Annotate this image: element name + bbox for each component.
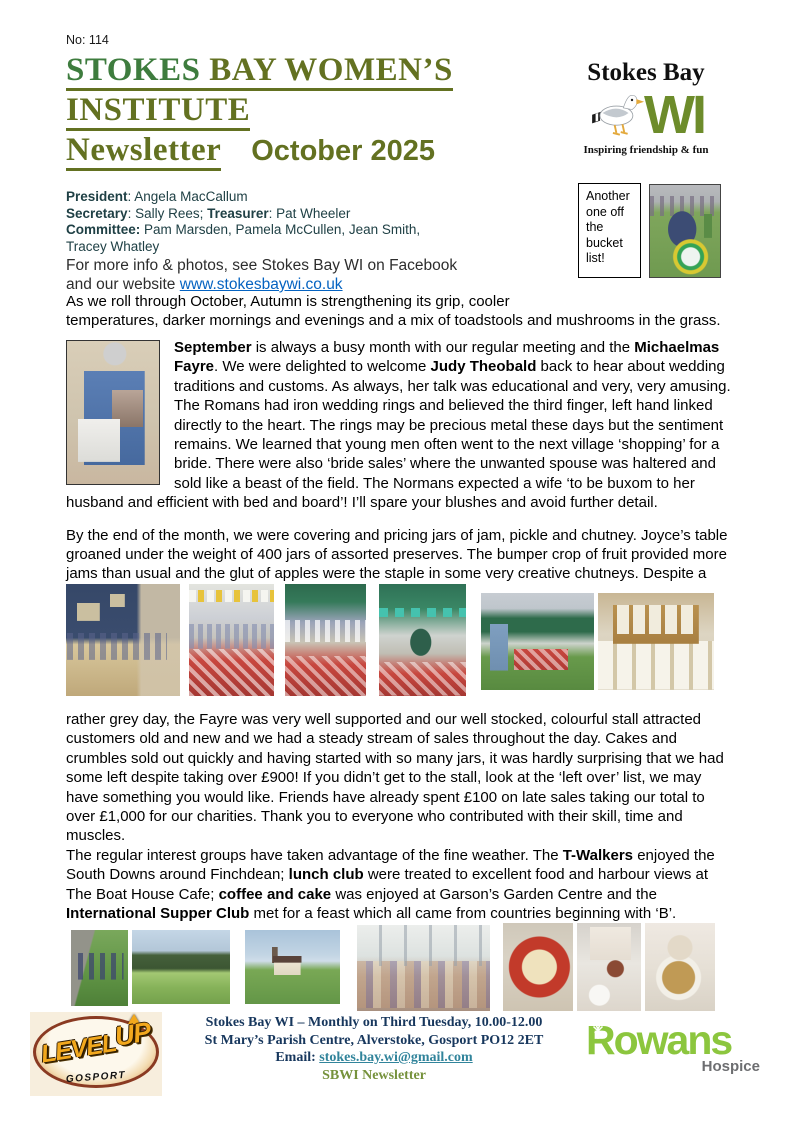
title-line-2 xyxy=(66,90,453,130)
footer-venue-line: St Mary’s Parish Centre, Alverstoke, Gosport PO12 2ET xyxy=(204,1032,544,1048)
groups-photo-4 xyxy=(357,925,490,1011)
groups-photo-2 xyxy=(132,930,230,1004)
september-paragraph: September is always a busy month with our regular meeting and the Michaelmas Fayre. We were delighted to welcome Judy Theobald back to hear about wedding traditions and customs. As always, her talk was educational and very, very amusing. The Romans had iron wedding rings and believed the third finger, left hand linked directly to the heart. The rings may be precious metal these days but the sentiment remains. We learned that young men often went to the next village ‘shopping’ for a bride. There were also ‘bride sales’ where the unwanted spouse was haltered and sold like a beast of the field. The Normans expected a wife ‘to be buxom to her husband and efficient with bed and board’! I’ll spare your blushes and avoid further detail. xyxy=(66,339,731,512)
title-line-1 xyxy=(66,50,453,90)
bucket-drumming-photo xyxy=(649,184,721,278)
issue-number: No: 114 xyxy=(66,33,109,47)
title-line-3 xyxy=(66,130,453,171)
groups-photo-7 xyxy=(645,923,715,1011)
level-up-gosport-text: GOSPORT xyxy=(65,1069,127,1086)
logo-wi-letters: WI xyxy=(644,85,704,145)
rowans-hospice-logo xyxy=(586,1012,764,1075)
groups-paragraph: The regular interest groups have taken advantage of the fine weather. The T-Walkers enjoyed the South Downs around Finchdean; lunch club were treated to excellent food and harbour views at The Boat House Cafe; coffee and cake was enjoyed at Garson’s Garden Centre and the International Supper Club met for a feast which all came from countries beginning with ‘B’. xyxy=(66,846,715,922)
groups-photo-6 xyxy=(577,923,641,1011)
fayre-photo-3 xyxy=(285,584,366,696)
title-word-stokes: STOKES xyxy=(66,52,201,88)
issue-date: October 2025 xyxy=(251,135,436,167)
page-title xyxy=(66,50,453,171)
footer-meeting-line: Stokes Bay WI – Monthly on Third Tuesday, 10.00-12.00 xyxy=(205,1015,543,1030)
intro-line-1: As we roll through October, Autumn is strengthening its grip, cooler xyxy=(66,293,510,310)
september-section xyxy=(66,338,734,513)
groups-photo-3 xyxy=(245,930,340,1004)
fayre-photo-4 xyxy=(379,584,466,696)
groups-photo-1 xyxy=(71,930,128,1006)
social-info xyxy=(66,256,586,294)
website-link[interactable]: www.stokesbaywi.co.uk xyxy=(179,276,343,293)
footer-newsletter-line: SBWI Newsletter xyxy=(322,1067,426,1083)
fayre-photo-1 xyxy=(66,584,180,696)
fayre-paragraph: rather grey day, the Fayre was very well supported and our well stocked, colourful stall attracted customers old and new and we had a steady stream of sales throughout the day. Cakes and crumbles sold out quickly and having started with so many jars, it was hardly surprising that we had some left despite taking over £900! If you didn’t get to the stall, look at the ‘left over’ list, we may have something you would like. Friends have already spent £100 on late sales taking our total to over £1,000 for our charities. Thank you to everyone who contributed with their skill, time and muscles. xyxy=(66,710,724,845)
email-link[interactable]: stokes.bay.wi@gmail.com xyxy=(319,1050,473,1065)
footer-email-line: Email: stokes.bay.wi@gmail.com xyxy=(275,1050,473,1065)
rowans-subtitle: Hospice xyxy=(701,1058,760,1075)
president-line: President: Angela MacCallum xyxy=(66,189,248,204)
logo-tagline: Inspiring friendship & fun xyxy=(583,144,709,156)
logo-name: Stokes Bay xyxy=(587,59,705,86)
intro-line-2: temperatures, darker mornings and evenings and a mix of toadstools and mushrooms in the grass. xyxy=(66,312,721,329)
main-content xyxy=(66,338,734,1015)
website-line: and our website www.stokesbaywi.co.uk xyxy=(66,276,343,293)
level-up-gosport-logo xyxy=(30,1012,162,1096)
officers-block xyxy=(66,189,571,255)
fayre-photo-6 xyxy=(598,593,714,690)
secretary-treasurer-line: Secretary: Sally Rees; Treasurer: Pat Wheeler xyxy=(66,205,351,221)
footer-center-text xyxy=(162,1012,586,1084)
title-word-newsletter: Newsletter xyxy=(66,132,221,171)
rowans-name: Rowans xyxy=(586,1017,732,1063)
committee-line-2: Tracey Whatley xyxy=(66,238,160,254)
groups-photo-row xyxy=(66,923,734,1015)
stokes-bay-wi-logo xyxy=(556,60,736,168)
level-up-text: LEVELUP xyxy=(39,1016,153,1069)
jam-paragraph: By the end of the month, we were covering and pricing jars of jam, pickle and chutney. Joyce’s table groaned under the weight of 400 jars of assorted preserves. The bumper crop of fruit provided more jams than usual and the glut of apples were the staple in some very creative chutneys. Despite a xyxy=(66,526,728,583)
fayre-photo-2 xyxy=(189,584,274,696)
committee-line: Committee: Pam Marsden, Pamela McCullen, Jean Smith, xyxy=(66,222,421,237)
fayre-photo-row xyxy=(66,584,734,698)
title-words-bay-womens: BAY WOMEN’S xyxy=(200,52,453,88)
footer xyxy=(30,1012,764,1096)
seagull-icon xyxy=(588,87,650,144)
facebook-line: For more info & photos, see Stokes Bay WI on Facebook xyxy=(66,257,458,274)
rowans-tree-icon xyxy=(589,1022,607,1045)
speaker-photo xyxy=(66,340,160,485)
title-word-institute: INSTITUTE xyxy=(66,92,250,131)
groups-photo-5 xyxy=(503,923,573,1011)
bucket-list-callout: Another one off the bucket list! xyxy=(578,183,641,278)
fayre-photo-5 xyxy=(481,593,594,690)
